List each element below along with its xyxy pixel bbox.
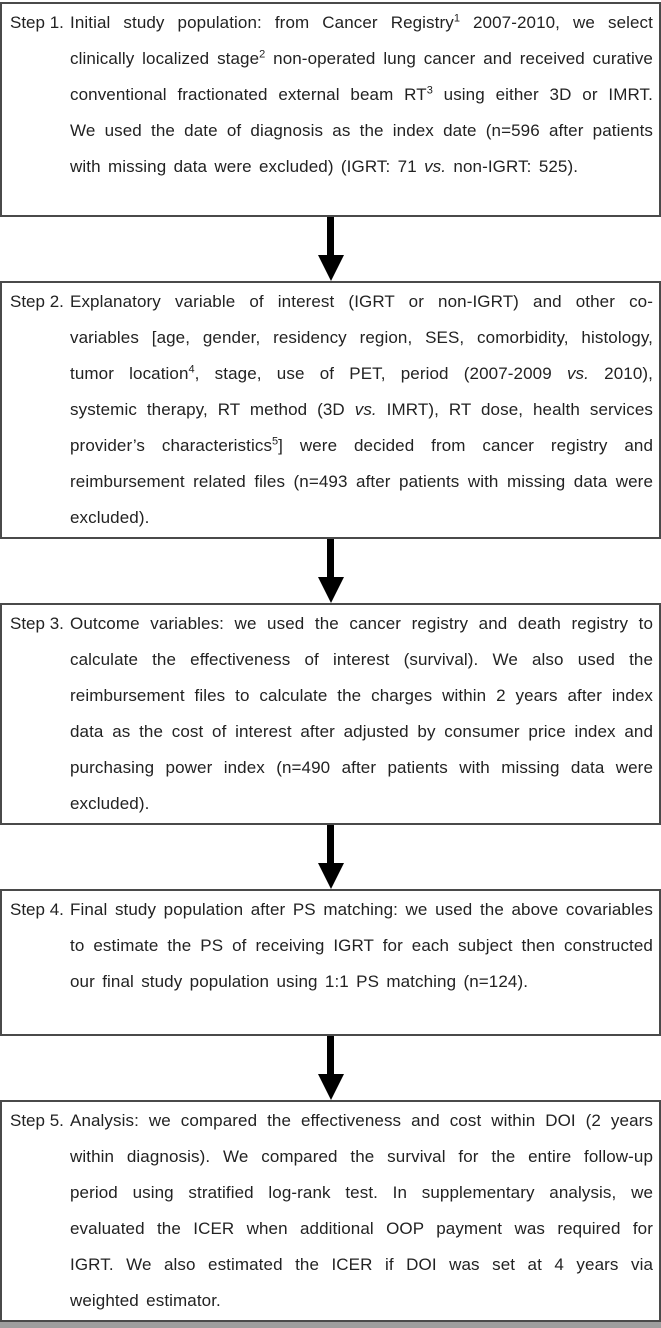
text-segment: Analysis: we compared the effectiveness and cost within DOI (2 years within diagnosis). We compared the survival for the entire follow-up period using stratified log-rank test. In supplementary analysis, we evaluated the ICER when additional OOP payment was required for IGRT. We also estimated the ICER if DOI was set at 4 years via weighted estimator. <box>70 1111 653 1310</box>
text-segment: IMRT), RT dose, health services provider’s characteristics <box>70 400 653 455</box>
down-arrow-head <box>318 255 344 281</box>
down-arrow-stem <box>327 825 334 863</box>
down-arrow-head <box>318 863 344 889</box>
text-segment: 2010), systemic therapy, RT method (3D <box>70 364 653 419</box>
text-segment: vs. <box>424 157 447 176</box>
text-segment: ] were decided from cancer registry and reimbursement related files (n=493 after patients with missing data were excluded). <box>70 436 653 527</box>
step-label: Step 3. <box>10 614 64 633</box>
text-segment: , stage, use of PET, period (2007-2009 <box>194 364 567 383</box>
text-segment: Outcome variables: we used the cancer registry and death registry to calculate the effectiveness of interest (survival). We also used the reimbursement files to calculate the charges within 2 years after index data as the cost of interest after adjusted by consumer price index and purchasing power index (n=490 after patients with missing data were excluded). <box>70 614 653 813</box>
down-arrow-icon <box>0 217 661 281</box>
step-box <box>0 603 661 825</box>
down-arrow-stem <box>327 1036 334 1074</box>
step-box <box>0 1100 661 1322</box>
step-label: Step 4. <box>10 900 64 919</box>
text-segment: vs. <box>354 400 377 419</box>
down-arrow-head <box>318 577 344 603</box>
down-arrow-icon <box>0 1036 661 1100</box>
step-text <box>70 606 653 822</box>
step-text <box>70 284 653 536</box>
step-box <box>0 281 661 539</box>
text-segment: Final study population after PS matching: we used the above covariables to estimate the PS of receiving IGRT for each subject then constructed our final study population using 1:1 PS matching (n=124). <box>70 900 653 991</box>
down-arrow-head <box>318 1074 344 1100</box>
step-text <box>70 1103 653 1319</box>
step-box <box>0 889 661 1036</box>
superscript-ref: 5 <box>272 435 279 448</box>
text-segment: using either 3D or IMRT. We used the date of diagnosis as the index date (n=596 after patients with missing data were excluded) (IGRT: 71 <box>70 85 653 176</box>
step-label: Step 1. <box>10 13 64 32</box>
superscript-ref: 1 <box>453 12 460 25</box>
step-box <box>0 2 661 217</box>
step-label: Step 5. <box>10 1111 64 1130</box>
step-text <box>70 892 653 1033</box>
text-segment: vs. <box>566 364 589 383</box>
superscript-ref: 2 <box>259 48 266 61</box>
down-arrow-stem <box>327 217 334 255</box>
superscript-ref: 4 <box>188 363 195 376</box>
step-label: Step 2. <box>10 292 64 311</box>
figure-bottom-edge <box>0 1322 661 1328</box>
text-segment: non-IGRT: 525). <box>446 157 579 176</box>
text-segment: non-operated lung cancer and received curative conventional fractionated external beam RT <box>70 49 653 104</box>
text-segment: Initial study population: from Cancer Registry <box>70 13 454 32</box>
down-arrow-icon <box>0 825 661 889</box>
down-arrow-icon <box>0 539 661 603</box>
step-text <box>70 5 653 214</box>
down-arrow-stem <box>327 539 334 577</box>
text-segment: 2007-2010, we select clinically localized stage <box>70 13 653 68</box>
superscript-ref: 3 <box>426 84 433 97</box>
text-segment: Explanatory variable of interest (IGRT or non-IGRT) and other co-variables [age, gender, residency region, SES, comorbidity, histology, tumor location <box>70 292 653 383</box>
